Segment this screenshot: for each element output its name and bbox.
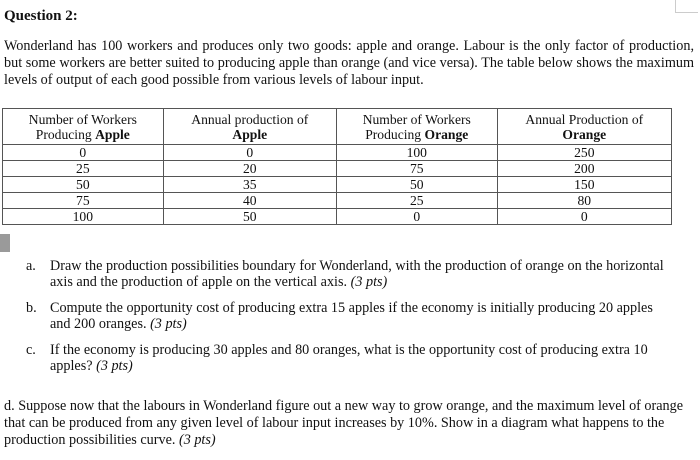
table-cell: 80 xyxy=(497,193,671,209)
table-cell: 25 xyxy=(336,193,497,209)
part-text: Compute the opportunity cost of producing extra 15 apples if the economy is initially producing 20 apples and 200 oranges. xyxy=(50,300,653,332)
table-cell: 250 xyxy=(497,145,671,161)
header-production-orange: Annual Production of Orange xyxy=(497,109,671,145)
part-label: a. xyxy=(26,258,36,274)
table-cell: 0 xyxy=(163,145,336,161)
part-points: (3 pts) xyxy=(96,358,133,374)
part-a xyxy=(26,258,666,290)
table-cell: 0 xyxy=(497,209,671,225)
table-row xyxy=(3,161,672,177)
header-workers-apple: Number of Workers Producing Apple xyxy=(3,109,164,145)
part-points: (3 pts) xyxy=(150,316,187,332)
table-cell: 100 xyxy=(3,209,164,225)
part-d-points: (3 pts) xyxy=(178,432,216,448)
part-text: Draw the production possibilities boundary for Wonderland, with the production of orange on the horizontal axis and the production of apple on the vertical axis. xyxy=(50,258,664,290)
header-production-apple: Annual production of Apple xyxy=(163,109,336,145)
table-cell: 150 xyxy=(497,177,671,193)
part-label: b. xyxy=(26,300,37,316)
question-intro: Wonderland has 100 workers and produces only two goods: apple and orange. Labour is the only factor of production, but some workers are better suited to producing apple than orange (and vice versa). The table below shows the maximum levels of output of each good possible from various levels of labour input. xyxy=(4,38,694,88)
table-cell: 20 xyxy=(163,161,336,177)
header-workers-orange: Number of Workers Producing Orange xyxy=(336,109,497,145)
table-cell: 100 xyxy=(336,145,497,161)
part-b xyxy=(26,300,666,332)
table-cell: 25 xyxy=(3,161,164,177)
part-c xyxy=(26,342,666,374)
table-row xyxy=(3,193,672,209)
table-cell: 200 xyxy=(497,161,671,177)
part-text: If the economy is producing 30 apples and 80 oranges, what is the opportunity cost of producing extra 10 apples? xyxy=(50,342,648,374)
production-table xyxy=(2,108,672,225)
part-d-text: d. Suppose now that the labours in Wonderland figure out a new way to grow orange, and the maximum level of orange that can be produced from any given level of labour input increases by 10%. Show in a diagram what happens to the production possibilities curve. xyxy=(4,398,684,448)
part-points: (3 pts) xyxy=(350,274,388,290)
table-cell: 75 xyxy=(3,193,164,209)
table-cell: 50 xyxy=(3,177,164,193)
table-cell: 0 xyxy=(3,145,164,161)
table-cell: 0 xyxy=(336,209,497,225)
table-cell: 75 xyxy=(336,161,497,177)
part-label: c. xyxy=(26,342,36,358)
table-row xyxy=(3,177,672,193)
table-cell: 40 xyxy=(163,193,336,209)
table-cell: 50 xyxy=(336,177,497,193)
table-cell: 35 xyxy=(163,177,336,193)
table-cell: 50 xyxy=(163,209,336,225)
table-row xyxy=(3,145,672,161)
part-d xyxy=(4,398,694,449)
page-corner-mark xyxy=(675,0,698,13)
table-header-row xyxy=(3,109,672,145)
question-heading: Question 2: xyxy=(4,8,78,24)
margin-marker xyxy=(0,234,10,252)
question-parts xyxy=(26,258,666,384)
table-row xyxy=(3,209,672,225)
